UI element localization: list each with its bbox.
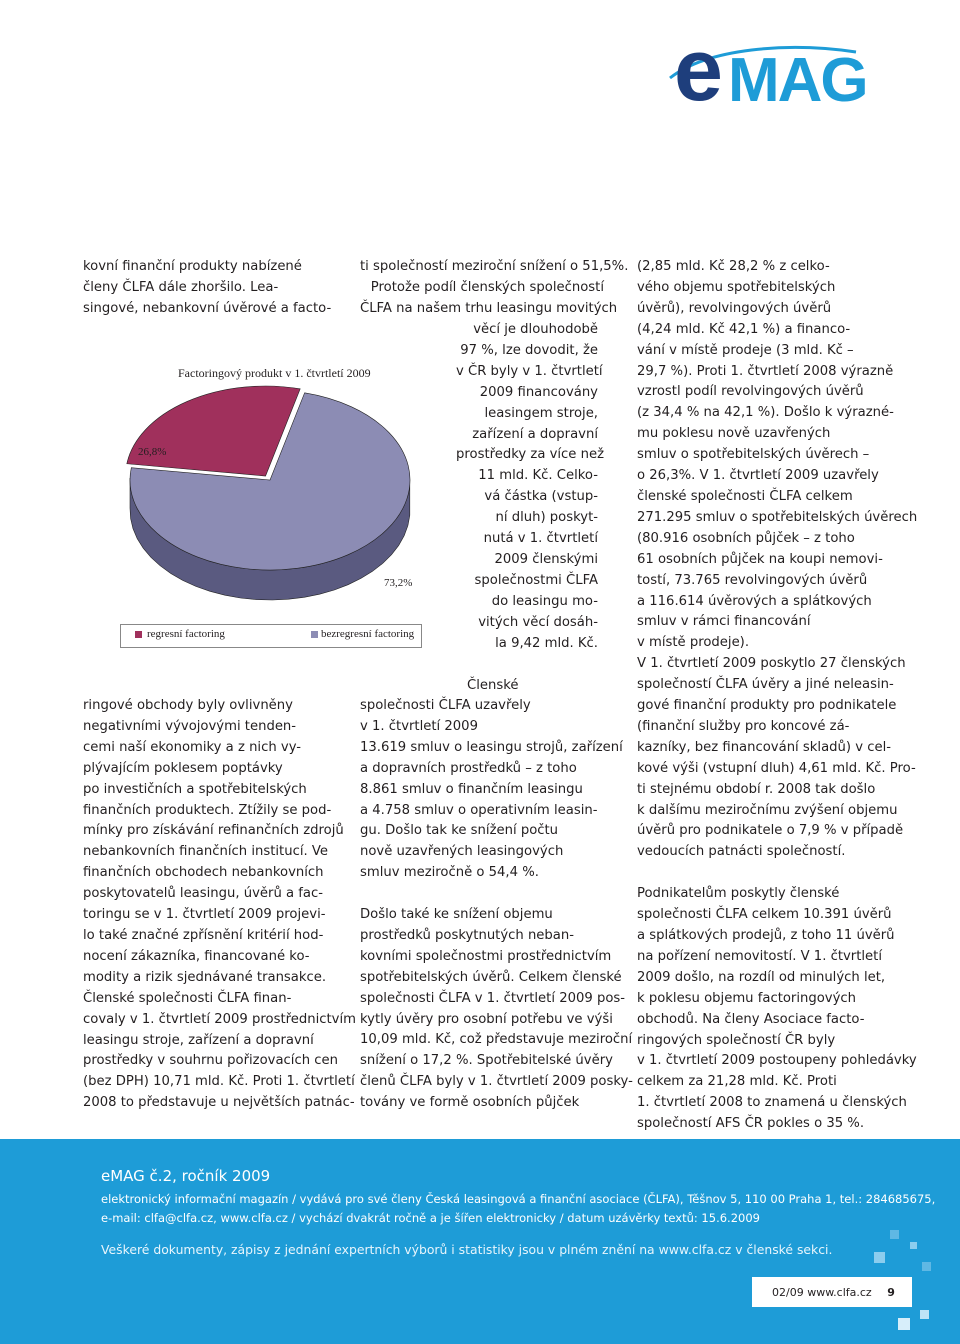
pie-label-bezregresni: 73,2% [384,577,413,589]
text-line: nebankovních finančních institucí. Ve [83,844,328,860]
left-column-bottom [83,696,356,1114]
text-line: 2009 došlo, na rozdíl od minulých let, [637,969,886,985]
text-line: 1. čtvrtletí 2008 to znamená u členských [637,1095,907,1111]
page-info-text: 02/09 www.clfa.cz [772,1286,872,1299]
text-line: 97 %, lze dovodit, že [460,342,598,358]
text-line: členy ČLFA dále zhoršilo. Lea- [83,279,279,295]
footer-note: Veškeré dokumenty, zápisy z jednání expertních výborů i statistiky jsou v plném znění na www.clfa.cz v členské sekci. [101,1242,833,1257]
text-line: mu poklesu nově uzavřených [637,426,831,442]
text-line: (80.916 osobních půjček – z toho [637,530,855,546]
text-line: a 116.614 úvěrových a splátkových [637,593,872,609]
text-line: V 1. čtvrtletí 2009 poskytlo 27 členských [637,656,906,672]
text-line: la 9,42 mld. Kč. [495,635,598,651]
text-line: 13.619 smluv o leasingu strojů, zařízení [360,739,623,755]
text-line: 2009 financovány [479,384,598,400]
text-line: úvěrů pro podnikatele o 7,9 % v případě [637,823,904,839]
text-line: věcí je dlouhodobě [473,322,598,337]
text-line: celkem za 21,28 mld. Kč. Proti [637,1074,837,1090]
text-line: nutá v 1. čtvrtletí [483,531,598,547]
footer-band [0,1139,960,1344]
text-line: vá částka (vstup- [484,489,598,505]
text-line: kovní finanční produkty nabízené [83,259,302,274]
text-line: (finanční služby pro koncové zá- [637,718,850,734]
text-line: plývajícím poklesem poptávky [83,760,283,776]
text-line: 61 osobních půjček na koupi nemovi- [637,551,883,567]
legend-label-bezregresni: bezregresní factoring [321,628,415,640]
text-line: a 4.758 smluv o operativním leasin- [360,802,598,818]
text-line: 2009 členskými [494,551,598,567]
text-line: (4,24 mld. Kč 42,1 %) a financo- [637,321,851,337]
factoring-pie-chart [120,360,420,650]
logo-e: e [674,20,721,119]
chart-legend [120,624,422,648]
text-line: singové, nebankovní úvěrové a facto- [83,300,332,316]
text-line: tostí, 73.765 revolvingových úvěrů [637,572,868,588]
text-line: gové finanční produkty pro podnikatele [637,698,897,714]
text-line: v ČR byly v 1. čtvrtletí [456,363,603,379]
text-line: vitých věcí dosáh- [478,614,598,630]
right-column [637,257,917,1135]
text-line: (z 34,4 % na 42,1 %). Došlo k výrazné- [637,405,894,421]
middle-clenske: Členské [467,678,519,693]
text-line: o 26,3%. V 1. čtvrtletí 2009 uzavřely [637,468,879,484]
text-line: zařízení a dopravní [472,426,598,442]
footer-line: e-mail: clfa@clfa.cz, www.clfa.cz / vychází dvakrát ročně a je šířen elektronicky / datum uzávěrky textů: 15.6.2009 [101,1211,760,1225]
page-number: 9 [887,1286,895,1299]
text-line: ti společností meziroční snížení o 51,5%. [360,259,629,274]
text-line: poskytovatelů leasingu, úvěrů a fac- [83,886,324,902]
text-line: vzrostl podíl revolvingových úvěrů [637,384,864,400]
text-line: společnosti ČLFA uzavřely [360,698,531,713]
legend-swatch-bezregresni [311,631,318,638]
text-line: mínky pro získávání refinančních zdrojů [83,823,344,839]
text-line: společnosti ČLFA celkem 10.391 úvěrů [637,907,892,923]
text-line: spotřebitelských úvěrů. Celkem členské [360,969,622,985]
text-line: Podnikatelům poskytly členské [637,886,840,902]
text-line: společností AFS ČR pokles o 35 %. [637,1116,865,1132]
text-line: gu. Došlo tak ke snížení počtu [360,823,559,839]
text-line: 2008 to představuje u největších patnác- [83,1095,355,1111]
text-line: covaly v 1. čtvrtletí 2009 prostřednictvím [83,1011,356,1027]
text-line: ringové obchody byly ovlivněny [83,698,293,713]
text-line: členů ČLFA byly v 1. čtvrtletí 2009 posky- [360,1074,633,1090]
middle-column-bottom [360,696,633,1114]
text-line: kazníky, bez financování skladů) v cel- [637,739,892,755]
text-line: toringu se v 1. čtvrtletí 2009 projevi- [83,907,326,923]
text-line: 271.295 smluv o spotřebitelských úvěrech [637,509,918,525]
footer-publisher-info [101,1190,935,1228]
text-line: negativními vývojovými tenden- [83,718,297,734]
middle-column-top [360,257,628,320]
text-line: Došlo také ke snížení objemu [360,907,553,923]
text-line: v 1. čtvrtletí 2009 postoupeny pohledávky [637,1053,917,1069]
text-line: cemi naší ekonomiky a z nich vy- [83,739,302,755]
text-line: na pořízení nemovitostí. V 1. čtvrtletí [637,948,883,964]
text-line: vého objemu spotřebitelských [637,279,836,295]
logo-mag: MAG [728,46,867,115]
text-line: smluv meziročně o 54,4 %. [360,865,539,881]
text-line: vání v místě prodeje (3 mld. Kč – [637,342,854,358]
text-line: společnosti ČLFA v 1. čtvrtletí 2009 pos- [360,990,626,1006]
text-line: modity a rizik sjednávané transakce. [83,969,327,985]
text-line: továny ve formě osobních půjček [360,1095,580,1111]
text-line: kytly úvěry pro osobní potřebu ve výši [360,1011,613,1027]
text-line: finančních obchodech nebankovních [83,865,324,881]
text-line: prostředky za více než [456,447,605,463]
text-line: k poklesu objemu factoringových [637,990,857,1006]
left-column-top [83,257,331,320]
text-line: v místě prodeje). [637,635,750,651]
text-line: (bez DPH) 10,71 mld. Kč. Proti 1. čtvrtletí [83,1074,355,1090]
text-line: smluv v rámci financování [637,614,811,630]
text-line: v 1. čtvrtletí 2009 [360,718,478,734]
text-line: ČLFA na našem trhu leasingu movitých [360,300,618,316]
pie-slice-0 [127,386,300,476]
text-line: a dopravních prostředků – z toho [360,760,577,776]
text-line: leasingem stroje, [484,405,598,421]
text-line: společnostmi ČLFA [474,572,598,588]
text-line: ti stejnému období r. 2008 tak došlo [637,781,876,797]
legend-swatch-regresni [135,631,142,638]
pie-label-regresni: 26,8% [138,446,167,458]
text-line: snížení o 17,2 %. Spotřebitelské úvěry [360,1053,613,1069]
text-line: úvěrů), revolvingových úvěrů [637,300,832,316]
text-line: k dalšímu meziročnímu zvýšení objemu [637,802,898,818]
text-line: Členské společnosti ČLFA finan- [83,990,292,1006]
paragraph-gap [637,863,917,884]
footer-issue: eMAG č.2, ročník 2009 [101,1167,271,1185]
chart-title: Factoringový produkt v 1. čtvrtletí 2009 [178,366,371,380]
text-line: nocení zákazníka, financované ko- [83,948,310,964]
text-line: (2,85 mld. Kč 28,2 % z celko- [637,259,830,274]
paragraph-gap [360,884,633,905]
text-line: prostředků poskytnutých neban- [360,927,574,943]
text-line: 10,09 mld. Kč, což představuje meziroční [360,1032,633,1048]
text-line: smluv o spotřebitelských úvěrech – [637,447,870,463]
text-line: ringových společností ČR byly [637,1032,836,1048]
text-line: 8.861 smluv o finančním leasingu [360,781,583,797]
emag-logo [668,20,867,119]
text-line: a splátkových prodejů, z toho 11 úvěrů [637,927,895,943]
text-line: ní dluh) poskyt- [495,510,598,526]
text-line: kovními společnostmi prostřednictvím [360,948,612,964]
text-line: nově uzavřených leasingových [360,844,564,860]
text-line: společností ČLFA úvěry a jiné neleasin- [637,677,894,693]
middle-column-wrap [456,320,605,655]
footer-line: elektronický informační magazín / vydává pro své členy Česká leasingová a finanční asociace (ČLFA), Těšnov 5, 110 00 Praha 1, tel.: 284685675, [101,1192,936,1206]
text-line: vedoucích patnácti společností. [637,844,846,860]
legend-label-regresni: regresní factoring [147,628,225,640]
text-line: kové výši (vstupní dluh) 4,61 mld. Kč. Pro- [637,760,916,776]
text-line: Protože podíl členských společností [370,279,604,295]
text-line: obchodů. Na členy Asociace facto- [637,1011,865,1027]
text-line: lo také značné zpřísnění kritérií hod- [83,927,324,943]
page-info [772,1286,895,1299]
text-line: 29,7 %). Proti 1. čtvrtletí 2008 výrazně [637,363,894,379]
text-line: 11 mld. Kč. Celko- [478,468,598,484]
text-line: prostředky v souhrnu pořizovacích cen [83,1053,338,1069]
text-line: po investičních a spotřebitelských [83,781,307,797]
text-line: leasingu stroje, zařízení a dopravní [83,1032,314,1048]
text-line: členské společnosti ČLFA celkem [637,488,853,504]
text-line: finančních produktech. Ztížily se pod- [83,802,332,818]
text-line: do leasingu mo- [491,593,598,609]
